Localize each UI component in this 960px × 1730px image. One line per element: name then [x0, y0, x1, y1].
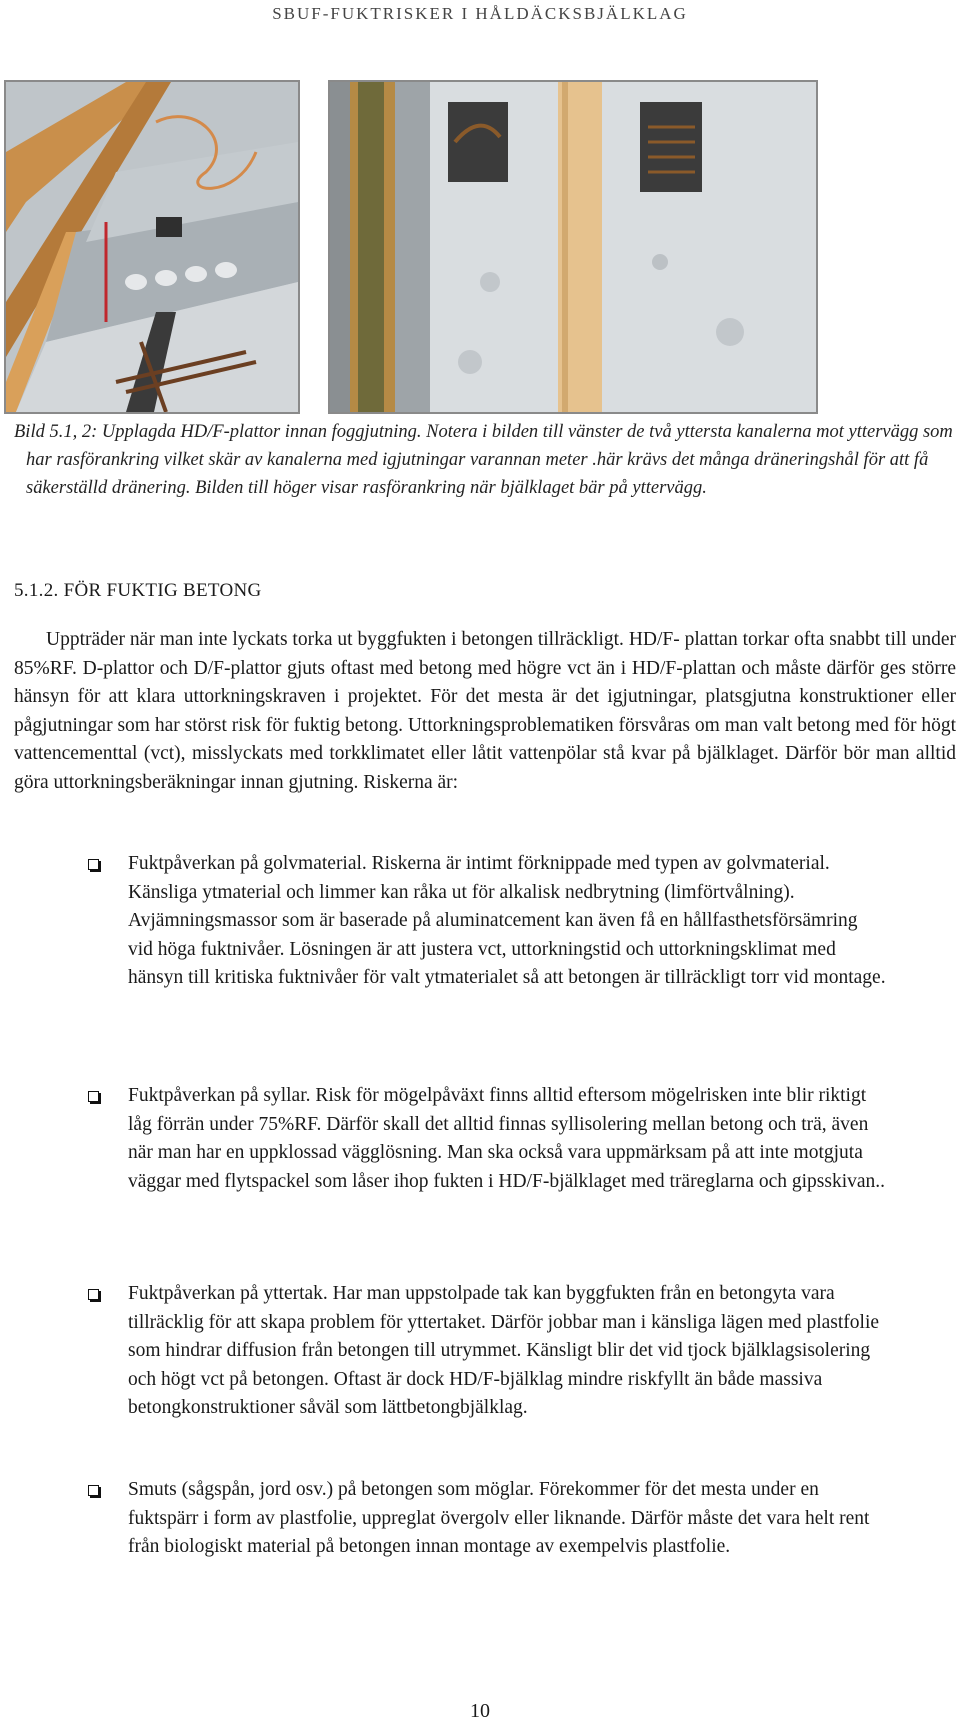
list-item	[86, 1280, 886, 1423]
photo-hollow-core-slabs	[4, 80, 300, 414]
checkbox-bullet-icon	[88, 1289, 99, 1300]
list-item-text: Fuktpåverkan på golvmaterial. Riskerna är intimt förknippade med typen av golvmaterial. Känsliga ytmaterial och limmer kan råka ut för alkalisk nedbrytning (limförtvålning). Avjämningsmassor som är baserade på aluminatcement kan även få en hållfasthetsförsämring vid höga fuktnivåer. Lösningen är att justera vct, uttorkningstid och uttorkningsklimat med hänsyn till kritiska fuktnivåer för valt ytmaterialet så att betongen är tillräckligt torr vid montage.	[128, 853, 886, 988]
list-item	[86, 1082, 886, 1196]
photo-anchorage-exterior-wall	[328, 80, 818, 414]
list-item	[86, 850, 886, 993]
section-heading: 5.1.2. FÖR FUKTIG BETONG	[14, 580, 262, 601]
checkbox-bullet-icon	[88, 1485, 99, 1496]
list-item-text: Smuts (sågspån, jord osv.) på betongen som möglar. Förekommer för det mesta under en fuktspärr i form av plastfolie, uppreglat övergolv eller liknande. Därför måste det vara helt rent från biologiskt material på betongen innan montage av exempelvis plastfolie.	[128, 1479, 870, 1557]
section-paragraph: Uppträder när man inte lyckats torka ut byggfukten i betongen tillräckligt. HD/F- plattan torkar ofta snabbt till under 85%RF. D-plattor och D/F-plattor gjuts oftast med betong med högre vct än i HD/F-plattan och måste därför ges större hänsyn för att klara uttorkningskraven i projektet. För det mesta är det igjutningar, platsgjutna konstruktioner eller pågjutningar som har störst risk för fuktig betong. Uttorkningsproblematiken försvåras om man valt betong med för högt vattencementtal (vct), misslyckats med torkklimatet eller låtit vattenpölar stå kvar på bjälklaget. Därför bör man alltid göra uttorkningsberäkningar innan gjutning. Riskerna är:	[14, 629, 956, 793]
running-header: SBUF-FUKTRISKER I HÅLDÄCKSBJÄLKLAG	[272, 4, 688, 23]
checkbox-bullet-icon	[88, 1091, 99, 1102]
list-item-text: Fuktpåverkan på yttertak. Har man uppstolpade tak kan byggfukten från en betongyta vara tillräcklig för att skapa problem för yttertaket. Därför jobbar man i känsliga lägen med plastfolie som hindrar diffusion från betongen till utrymmet. Känsligt blir det vid tjock bjälklagsisolering och högt vct på betongen. Oftast är dock HD/F-bjälklag mindre riskfyllt än både massiva betongkonstruktioner såväl som lättbetongbjälklag.	[128, 1283, 880, 1418]
page-number: 10	[470, 1700, 490, 1722]
checkbox-bullet-icon	[88, 859, 99, 870]
figure-caption	[14, 418, 954, 502]
list-item	[86, 1476, 886, 1562]
list-item-text: Fuktpåverkan på syllar. Risk för mögelpåväxt finns alltid eftersom mögelrisken inte blir riktigt låg förrän under 75%RF. Därför skall det alltid finnas syllisolering mellan betong och trä, även när man har en uppklossad vägglösning. Man ska också vara uppmärksam på att inte motgjuta väggar med flytspackel som låser ihop fukten i HD/F-bjälklaget med träreglarna och gipsskivan..	[128, 1085, 886, 1192]
figure-caption-text: Bild 5.1, 2: Upplagda HD/F-plattor innan foggjutning. Notera i bilden till vänster de två yttersta kanalerna mot yttervägg som har rasförankring vilket skär av kanalerna med igjutningar varannan meter .här krävs det många dräneringshål för att få säkerställd dränering. Bilden till höger visar rasförankring när bjälklaget bär på yttervägg.	[14, 422, 953, 498]
